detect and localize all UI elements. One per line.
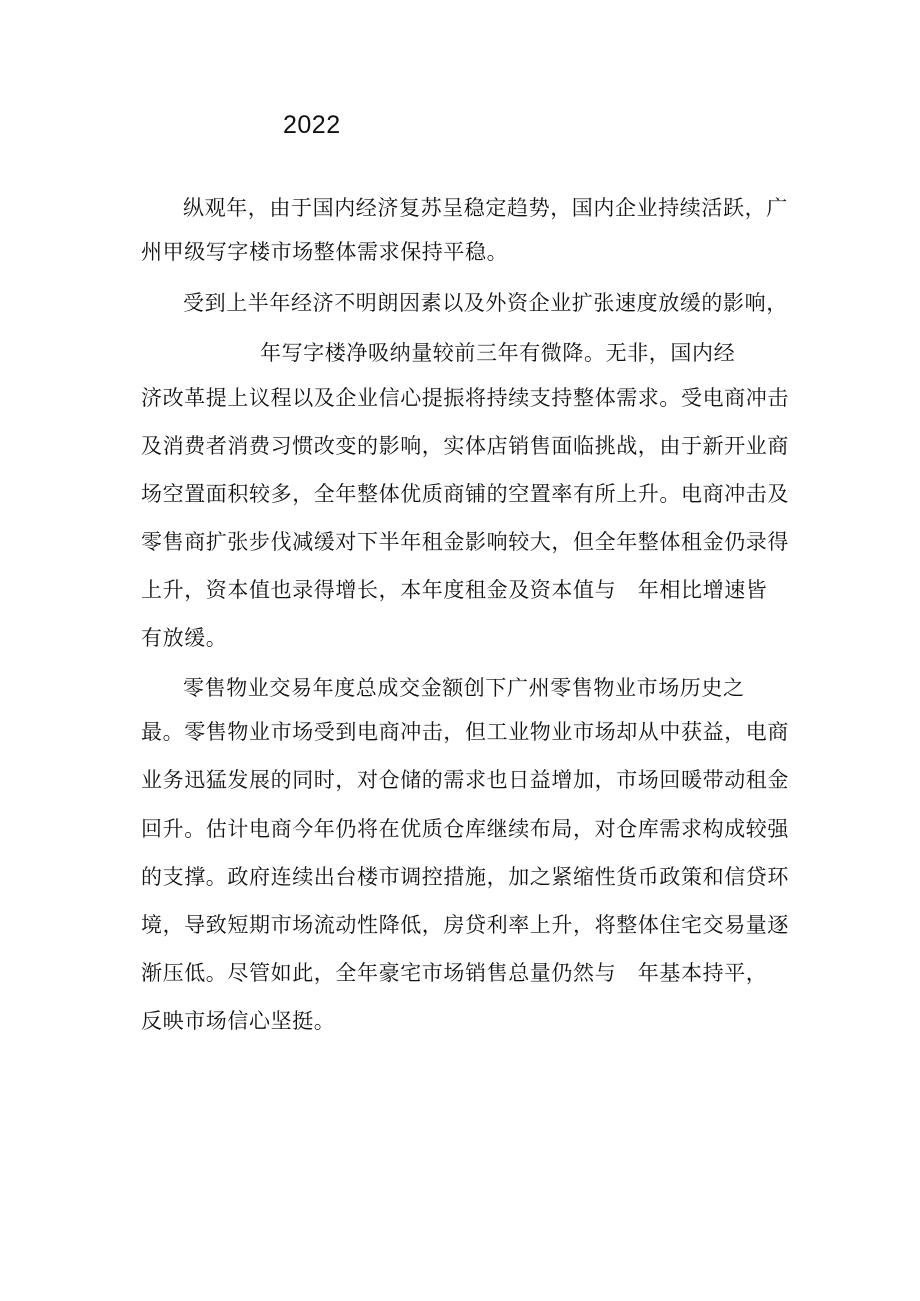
paragraph-line: 年写字楼净吸纳量较前三年有微降。无非，国内经 — [260, 341, 736, 365]
paragraph-line: 受到上半年经济不明朗因素以及外资企业扩张速度放缓的影响， — [183, 291, 788, 315]
paragraph-line: 场空置面积较多，全年整体优质商铺的空置率有所上升。电商冲击及 — [141, 482, 789, 506]
paragraph-line: 回升。估计电商今年仍将在优质仓库继续布局，对仓库需求构成较强 — [141, 817, 789, 841]
paragraph-line: 州甲级写字楼市场整体需求保持平稳。 — [141, 240, 509, 264]
paragraph-line: 上升，资本值也录得增长，本年度租金及资本值与 年相比增速皆 — [141, 578, 768, 602]
paragraph-line: 纵观年，由于国内经济复苏呈稳定趋势，国内企业持续活跃，广 — [183, 196, 788, 220]
paragraph-line: 境，导致短期市场流动性降低，房贷利率上升，将整体住宅交易量逐 — [141, 913, 789, 937]
paragraph-line: 零售商扩张步伐减缓对下半年租金影响较大，但全年整体租金仍录得 — [141, 530, 789, 554]
document-title: 2022 — [283, 111, 341, 139]
paragraph-line: 业务迅猛发展的同时，对仓储的需求也日益增加，市场回暖带动租金 — [141, 768, 789, 792]
paragraph-line: 济改革提上议程以及企业信心提振将持续支持整体需求。受电商冲击 — [141, 386, 789, 410]
paragraph-line: 渐压低。尽管如此，全年豪宅市场销售总量仍然与 年基本持平， — [141, 961, 768, 985]
paragraph-line: 有放缓。 — [141, 626, 228, 650]
paragraph-line: 的支撑。政府连续出台楼市调控措施，加之紧缩性货币政策和信贷环 — [141, 865, 789, 889]
paragraph-line: 最。零售物业市场受到电商冲击，但工业物业市场却从中获益，电商 — [141, 720, 789, 744]
paragraph-line: 反映市场信心坚挺。 — [141, 1009, 336, 1033]
paragraph-line: 零售物业交易年度总成交金额创下广州零售物业市场历史之 — [183, 676, 745, 700]
paragraph-line: 及消费者消费习惯改变的影响，实体店销售面临挑战，由于新开业商 — [141, 434, 789, 458]
